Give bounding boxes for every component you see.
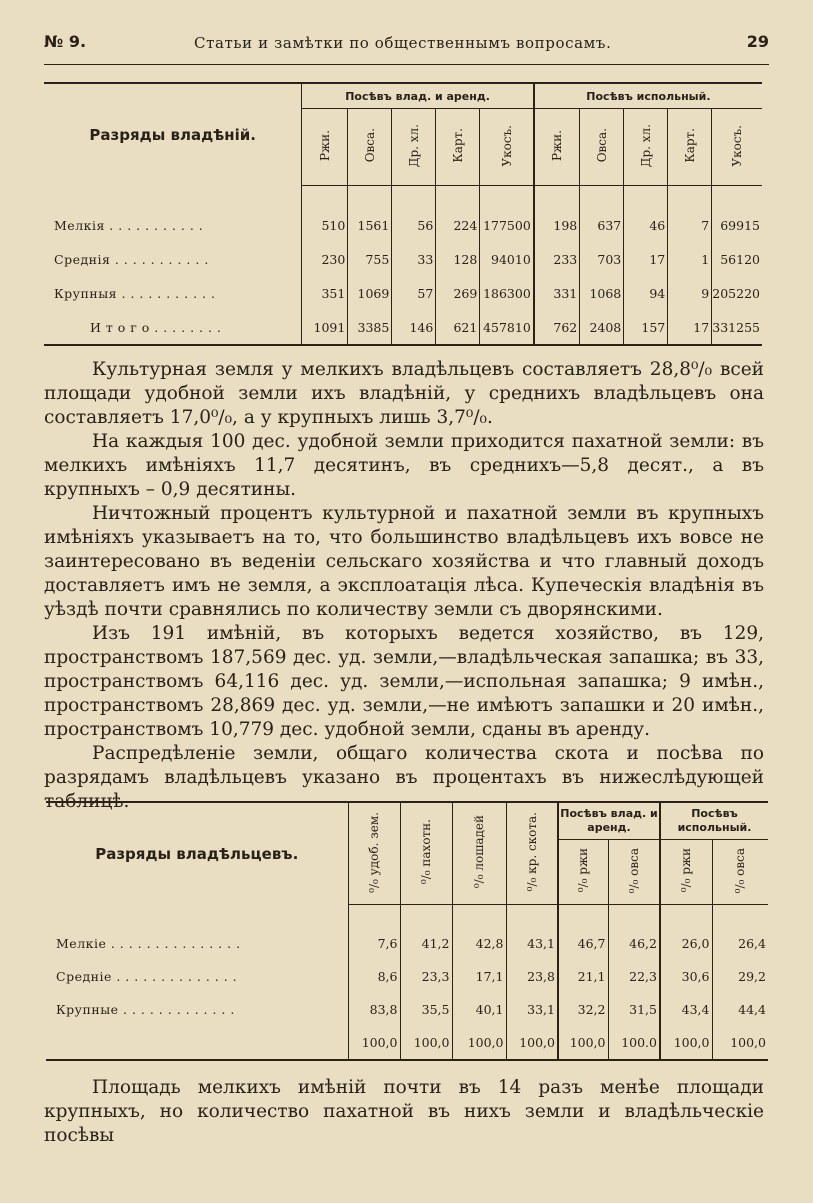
column-header: ⁰/₀ ржи <box>558 840 608 905</box>
table2-group-share: Посѣвъ испольный. <box>660 802 768 840</box>
table-total-row: И т о г о . . . . . . . . 1091 3385 146 621 457810 762 2408 157 17 331255 <box>44 310 762 345</box>
table1-group-own: Посѣвъ влад. и аренд. <box>302 83 534 109</box>
table-row: Крупныя . . . . . . . . . . . 351 1069 57 269 186300 331 1068 94 9 205220 <box>44 276 762 310</box>
paragraph: Изъ 191 имѣній, въ которыхъ ведется хозяйство, въ 129, пространствомъ 187,569 дес. уд. земли,—владѣльческая запашка; въ 33, пространствомъ 64,116 дес. уд. земли,—испольная запашка; 9 имѣн., пространствомъ 28,869 дес. уд. земли,—не имѣютъ запашки и 20 имѣн., пространствомъ 10,779 дес. удобной земли, сданы въ аренду. <box>44 623 764 740</box>
paragraph: На каждыя 100 дес. удобной земли приходится пахатной земли: въ мелкихъ имѣніяхъ 11,7 десятинъ, въ среднихъ—5,8 десят., а въ крупныхъ – 0,9 десятины. <box>44 431 764 500</box>
column-header: ⁰/₀ удоб. зем. <box>348 802 400 905</box>
paragraph: Ничтожный процентъ культурной и пахатной земли въ крупныхъ имѣніяхъ указываетъ на то, что большинство владѣльцевъ ихъ вовсе не заинтересовано въ веденіи сельскаго хозяйства и что главный доходъ доставляетъ имъ не земля, а эксплоатація лѣса. Купеческія владѣнія въ уѣздѣ почти сравнялись по количеству земли съ дворянскими. <box>44 503 764 620</box>
column-header: Др. хл. <box>392 109 436 186</box>
running-header <box>44 28 769 58</box>
table-row: Мелкія . . . . . . . . . . . 510 1561 56 224 177500 198 637 46 7 69915 <box>44 208 762 242</box>
paragraph: Культурная земля у мелкихъ владѣльцевъ составляетъ 28,8⁰/₀ всей площади удобной земли ихъ владѣній, у среднихъ владѣльцевъ она составляетъ 17,0⁰/₀, а у крупныхъ лишь 3,7⁰/₀. <box>44 359 764 428</box>
table-total-row: 100,0 100,0 100,0 100,0 100,0 100.0 100,0 100,0 <box>46 1026 768 1060</box>
holdings-sowing-table <box>44 82 762 346</box>
body-text <box>44 358 764 814</box>
running-title: Статьи и замѣтки по общественнымъ вопросамъ. <box>194 34 612 52</box>
column-header: ⁰/₀ ржи <box>660 840 712 905</box>
column-header: Ржи. <box>302 109 348 186</box>
table1-caption: Разряды владѣній. <box>44 83 302 186</box>
column-header: Укосъ. <box>712 109 762 186</box>
body-text-bottom <box>44 1076 764 1148</box>
table-row: Крупные . . . . . . . . . . . . . 83,8 35,5 40,1 33,1 32,2 31,5 43,4 44,4 <box>46 993 768 1026</box>
column-header: Укосъ. <box>480 109 534 186</box>
column-header: Др. хл. <box>624 109 668 186</box>
column-header: Карт. <box>668 109 712 186</box>
column-header: ⁰/₀ овса <box>712 840 768 905</box>
table-row: Средніе . . . . . . . . . . . . . . 8,6 23,3 17,1 23,8 21,1 22,3 30,6 29,2 <box>46 960 768 993</box>
paragraph: Площадь мелкихъ имѣній почти въ 14 разъ менѣе площади крупныхъ, но количество пахатной въ нихъ земли и владѣльческіе посѣвы <box>44 1077 764 1146</box>
table-row: Мелкіе . . . . . . . . . . . . . . . 7,6 41,2 42,8 43,1 46,7 46,2 26,0 26,4 <box>46 927 768 960</box>
column-header: ⁰/₀ кр. скота. <box>506 802 558 905</box>
paragraph: Распредѣленіе земли, общаго количества скота и посѣва по разрядамъ владѣльцевъ указано въ процентахъ въ нижеслѣдующей таблицѣ. <box>44 743 764 812</box>
issue-number: № 9. <box>44 32 87 51</box>
table1-group-share: Посѣвъ испольный. <box>534 83 762 109</box>
table2-caption: Разряды владѣльцевъ. <box>46 802 348 905</box>
column-header: ⁰/₀ овса <box>608 840 660 905</box>
column-header: Карт. <box>436 109 480 186</box>
table-row: Среднія . . . . . . . . . . . 230 755 33 128 94010 233 703 17 1 56120 <box>44 242 762 276</box>
column-header: ⁰/₀ пахотн. <box>400 802 452 905</box>
table2-group-own: Посѣвъ влад. и аренд. <box>558 802 660 840</box>
page-number: 29 <box>746 32 769 51</box>
header-rule <box>44 64 769 65</box>
column-header: Овса. <box>580 109 624 186</box>
column-header: Ржи. <box>534 109 580 186</box>
percent-distribution-table <box>46 801 768 1061</box>
column-header: Овса. <box>348 109 392 186</box>
column-header: ⁰/₀ лошадей <box>452 802 506 905</box>
